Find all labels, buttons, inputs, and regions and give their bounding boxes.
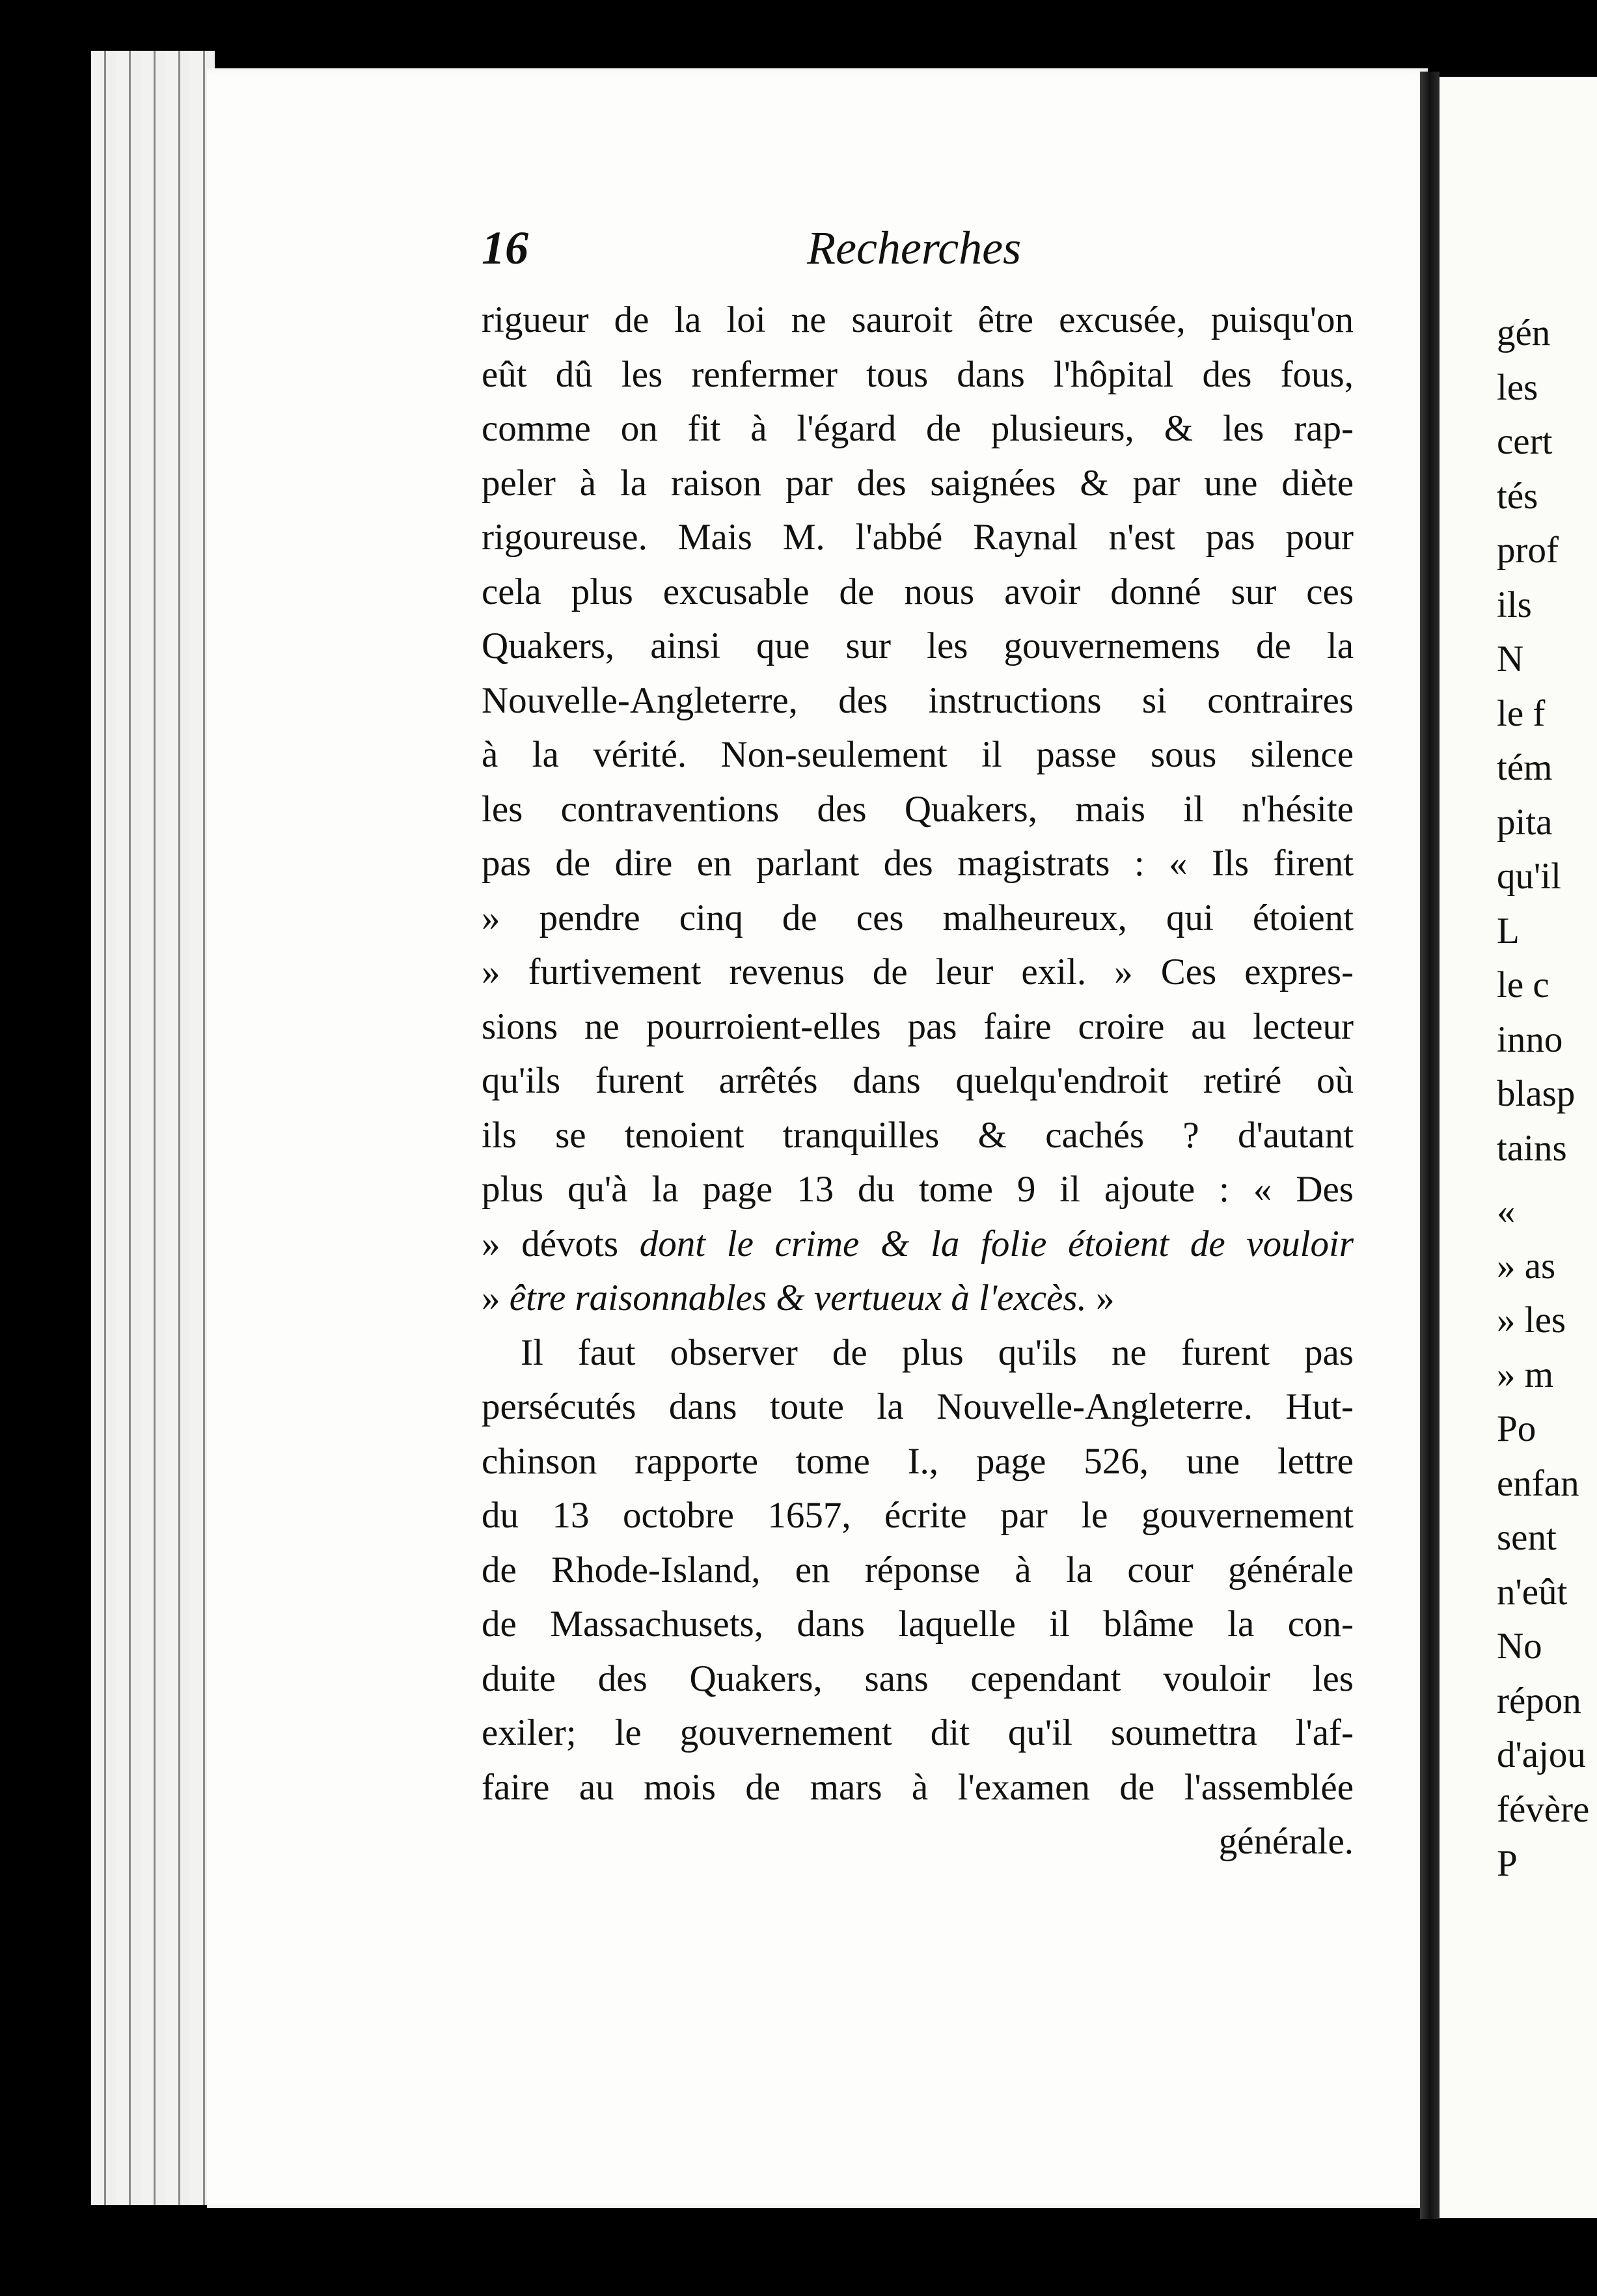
fragment-line: les (1497, 366, 1538, 408)
fragment-line: le f (1497, 692, 1546, 734)
fragment-line: blasp (1497, 1073, 1576, 1114)
text-line: Nouvelle-Angleterre, des instructions si contraires (482, 679, 1354, 721)
fragment-line: gén (1497, 312, 1551, 353)
text-line: duite des Quakers, sans cependant vouloir les (482, 1658, 1354, 1699)
quote-suffix: » (1086, 1278, 1115, 1319)
fragment-line: cert (1497, 421, 1553, 462)
page-number: 16 (482, 222, 528, 274)
quote-line (482, 1217, 1354, 1272)
text-line: Il faut observer de plus qu'ils ne furent pas (521, 1332, 1354, 1373)
text-line: faire au mois de mars à l'examen de l'assemblée (482, 1766, 1354, 1808)
text-line: Quakers, ainsi que sur les gouvernemens de la (482, 625, 1354, 666)
fragment-line: qu'il (1497, 856, 1561, 897)
fragment-line: répon (1497, 1680, 1581, 1721)
text-line: les contraventions des Quakers, mais il n'hésite (482, 788, 1354, 830)
text-line: du 13 octobre 1657, écrite par le gouvernement (482, 1495, 1354, 1536)
quote-prefix: » (482, 1278, 510, 1319)
text-line: persécutés dans toute la Nouvelle-Angleterre. Hut- (482, 1386, 1354, 1427)
text-line: ils se tenoient tranquilles & cachés ? d'autant (482, 1114, 1354, 1156)
fragment-line: « (1497, 1191, 1516, 1232)
fragment-line: pita (1497, 801, 1553, 843)
fragment-line: enfan (1497, 1462, 1579, 1504)
fragment-line: sent (1497, 1517, 1557, 1558)
text-line: de Massachusets, dans laquelle il blâme la con- (482, 1604, 1354, 1645)
fragment-line: » as (1497, 1245, 1556, 1287)
text-line: » furtivement revenus de leur exil. » Ces expres- (482, 951, 1354, 992)
text-line: qu'ils furent arrêtés dans quelqu'endroit retiré où (482, 1060, 1354, 1101)
text-line: exiler; le gouvernement dit qu'il soumettra l'af- (482, 1712, 1354, 1753)
text-line: pas de dire en parlant des magistrats : « Ils firent (482, 843, 1354, 884)
fragment-line: tés (1497, 475, 1538, 517)
text-line: plus qu'à la page 13 du tome 9 il ajoute : « Des (482, 1169, 1354, 1210)
fragment-line: tém (1497, 747, 1553, 788)
fragment-line: d'ajou (1497, 1734, 1586, 1775)
book-gutter (1420, 72, 1440, 2219)
fragment-line: N (1497, 638, 1524, 679)
fragment-line: » m (1497, 1354, 1554, 1395)
text-line: peler à la raison par des saignées & par une diète (482, 462, 1354, 504)
text-line: » pendre cinq de ces malheureux, qui étoient (482, 897, 1354, 938)
fragment-line: n'eût (1497, 1571, 1568, 1613)
catchword: générale. (1218, 1821, 1354, 1862)
text-line: eût dû les renfermer tous dans l'hôpital des fous, (482, 353, 1354, 395)
fragment-line: tains (1497, 1127, 1567, 1169)
text-line: chinson rapporte tome I., page 526, une lettre (482, 1440, 1354, 1482)
fragment-line: P (1497, 1843, 1518, 1884)
fragment-line: inno (1497, 1018, 1563, 1060)
running-head: Recherches (807, 222, 1022, 274)
page-edge-stack (91, 51, 215, 2205)
quote-italic: dont le crime & la folie étoient de vouloir (639, 1223, 1354, 1264)
fragment-line: le c (1497, 964, 1549, 1005)
text-line: sions ne pourroient-elles pas faire croire au lecteur (482, 1005, 1354, 1047)
fragment-line: prof (1497, 530, 1559, 571)
fragment-line: Po (1497, 1408, 1536, 1449)
text-line: rigoureuse. Mais M. l'abbé Raynal n'est pas pour (482, 517, 1354, 558)
body-text (482, 293, 1354, 1869)
text-line: comme on fit à l'égard de plusieurs, & les rap- (482, 408, 1354, 449)
fragment-line: L (1497, 910, 1520, 951)
text-line: de Rhode-Island, en réponse à la cour générale (482, 1549, 1354, 1591)
quote-line (482, 1271, 1354, 1326)
right-page-text (1497, 306, 1597, 1891)
text-line: cela plus excusable de nous avoir donné sur ces (482, 571, 1354, 612)
fragment-line: No (1497, 1626, 1542, 1667)
quote-prefix: » dévots (482, 1223, 640, 1264)
fragment-line: ils (1497, 584, 1532, 625)
text-line: rigueur de la loi ne sauroit être excusée, puisqu'on (482, 299, 1354, 340)
quote-italic: être raisonnables & vertueux à l'excès. (509, 1278, 1087, 1319)
page-header (482, 221, 1354, 286)
text-line: à la vérité. Non-seulement il passe sous silence (482, 734, 1354, 775)
fragment-line: » les (1497, 1300, 1566, 1341)
fragment-line: févère (1497, 1788, 1590, 1830)
